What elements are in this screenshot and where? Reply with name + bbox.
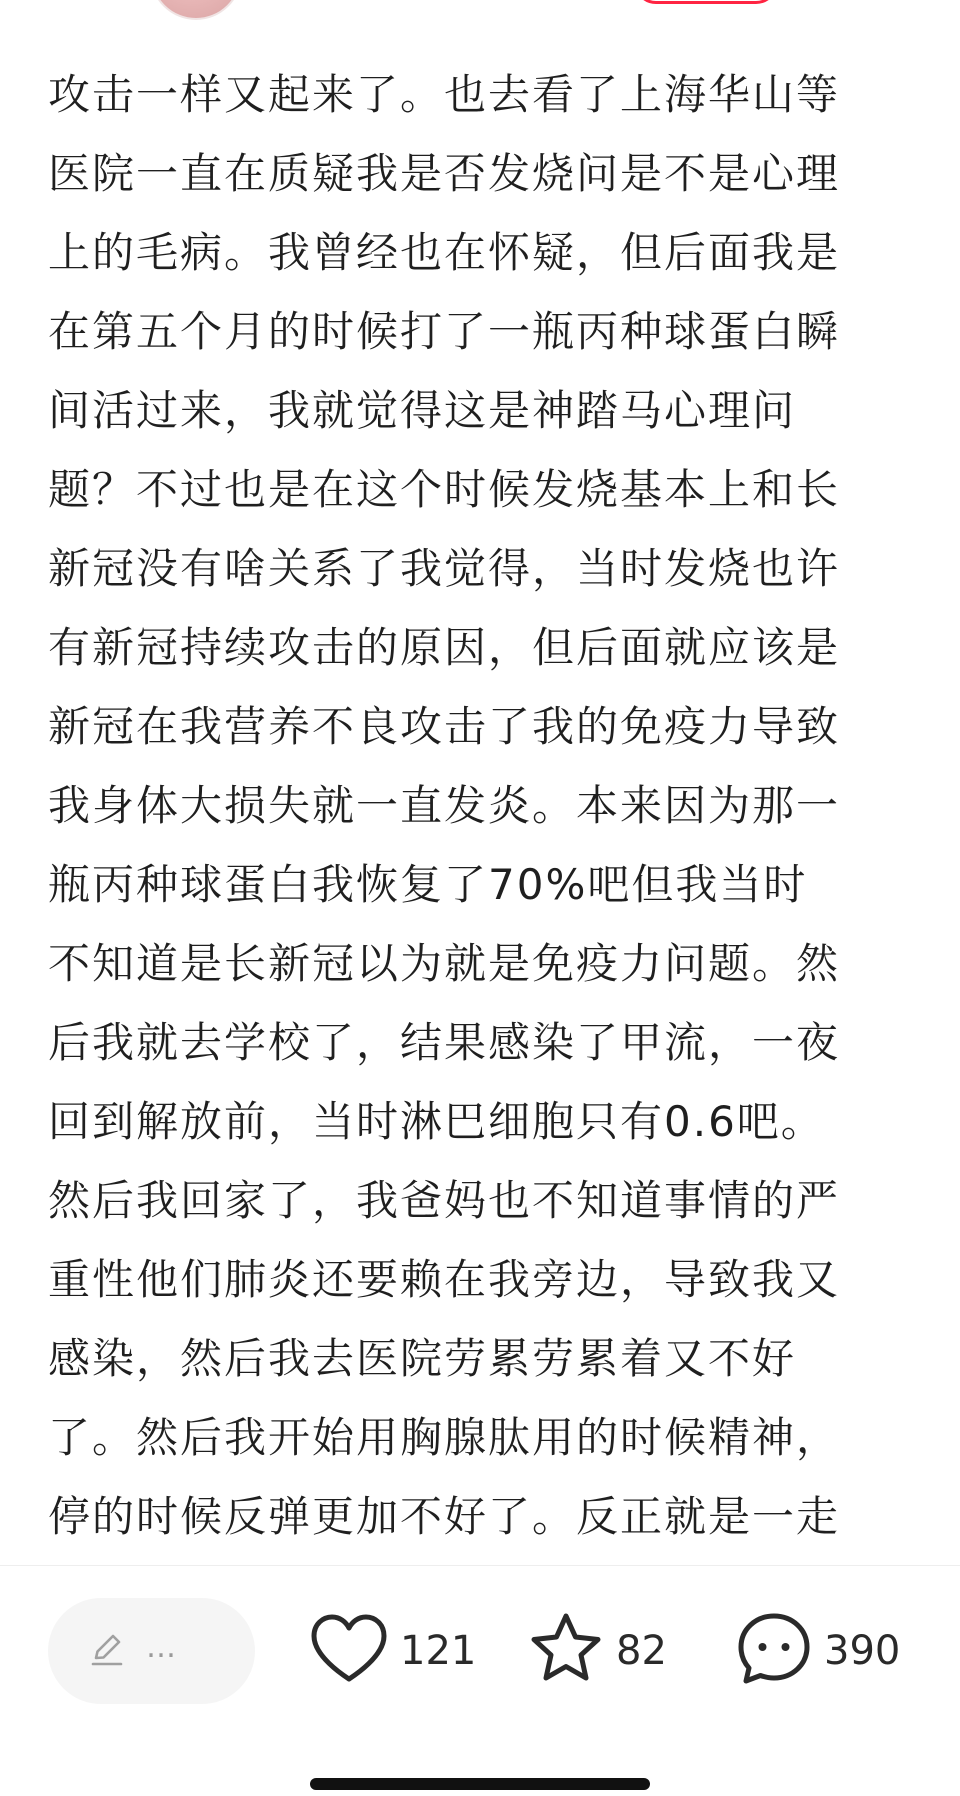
text-line: 间活过来，我就觉得这是神踏马心理问 (48, 386, 797, 435)
text-line: 后我就去学校了，结果感染了甲流，一夜 (48, 1018, 841, 1067)
text-line: 停的时候反弹更加不好了。反正就是一走 (48, 1492, 841, 1541)
text-line: 新冠没有啥关系了我觉得，当时发烧也许 (48, 544, 841, 593)
chat-bubble-icon (734, 1609, 814, 1693)
note-body-text (48, 55, 918, 1565)
bottom-action-bar (0, 1565, 960, 1796)
collect-count: 82 (616, 1628, 667, 1674)
text-line: 我身体大损失就一直发炎。本来因为那一 (48, 781, 841, 830)
author-header (0, 0, 960, 22)
pencil-icon (88, 1630, 126, 1672)
text-line: 瓶丙种球蛋白我恢复了70%吧但我当时 (48, 860, 808, 909)
text-line: 了。然后我开始用胸腺肽用的时候精神， (48, 1413, 841, 1462)
comment-input[interactable] (48, 1598, 255, 1704)
text-line: 上的毛病。我曾经也在怀疑，但后面我是 (48, 228, 841, 277)
text-line: 题？不过也是在这个时候发烧基本上和长 (48, 465, 841, 514)
text-line: 回到解放前，当时淋巴细胞只有0.6吧。 (48, 1097, 825, 1146)
collect-button[interactable] (526, 1606, 667, 1696)
follow-button[interactable] (634, 0, 778, 4)
heart-icon (308, 1611, 390, 1691)
text-line: 新冠在我营养不良攻击了我的免疫力导致 (48, 702, 841, 751)
text-line: 医院一直在质疑我是否发烧问是不是心理 (48, 149, 841, 198)
text-line: 有新冠持续攻击的原因，但后面就应该是 (48, 623, 841, 672)
text-line: 不知道是长新冠以为就是免疫力问题。然 (48, 939, 841, 988)
text-line: 在第五个月的时候打了一瓶丙种球蛋白瞬 (48, 307, 841, 356)
comment-button[interactable] (734, 1606, 900, 1696)
comment-placeholder: … (146, 1629, 178, 1665)
like-button[interactable] (308, 1606, 476, 1696)
like-count: 121 (400, 1628, 477, 1674)
star-icon (526, 1610, 606, 1692)
text-line: 攻击一样又起来了。也去看了上海华山等 (48, 70, 841, 119)
home-indicator[interactable] (310, 1778, 650, 1790)
author-avatar[interactable] (150, 0, 242, 20)
text-line: 感染，然后我去医院劳累劳累着又不好 (48, 1334, 797, 1383)
text-line: 重性他们肺炎还要赖在我旁边，导致我又 (48, 1255, 841, 1304)
text-line: 然后我回家了，我爸妈也不知道事情的严 (48, 1176, 841, 1225)
comment-count: 390 (824, 1628, 901, 1674)
